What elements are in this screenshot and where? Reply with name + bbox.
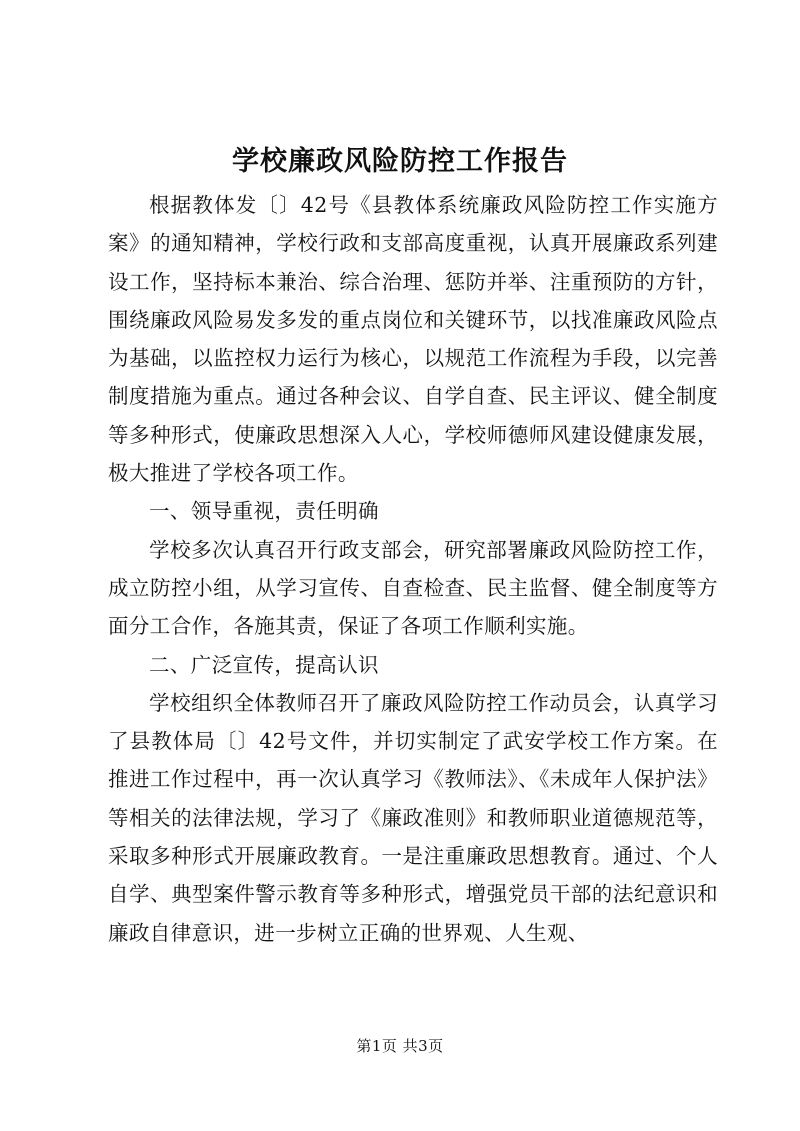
document-title: 学校廉政风险防控工作报告 xyxy=(232,146,568,177)
section-heading-2: 二、广泛宣传，提高认识 xyxy=(149,652,379,677)
document-body xyxy=(108,186,718,952)
paragraph-section-2: 学校组织全体教师召开了廉政风险防控工作动员会，认真学习了县教体局〔〕42号文件，并切实制定了武安学校工作方案。在推进工作过程中，再一次认真学习《教师法》、《未成年人保护法》等相关的法律法规，学习了《廉政准则》和教师职业道德规范等，采取多种形式开展廉政教育。一是注重廉政思想教育。通过、个人自学、典型案件警示教育等多种形式，增强党员干部的法纪意识和廉政自律意识，进一步树立正确的世界观、人生观、 xyxy=(108,690,718,945)
paragraph-section-1: 学校多次认真召开行政支部会，研究部署廉政风险防控工作，成立防控小组，从学习宣传、自查检查、民主监督、健全制度等方面分工合作，各施其责，保证了各项工作顺利实施。 xyxy=(108,537,718,639)
section-heading-1: 一、领导重视，责任明确 xyxy=(149,499,379,524)
paragraph-intro: 根据教体发〔〕42号《县教体系统廉政风险防控工作实施方案》的通知精神，学校行政和支部高度重视，认真开展廉政系列建设工作，坚持标本兼治、综合治理、惩防并举、注重预防的方针，围绕廉政风险易发多发的重点岗位和关键环节，以找准廉政风险点为基础，以监控权力运行为核心，以规范工作流程为手段，以完善制度措施为重点。通过各种会议、自学自查、民主评议、健全制度等多种形式，使廉政思想深入人心，学校师德师风建设健康发展，极大推进了学校各项工作。 xyxy=(108,193,718,486)
page-number-footer: 第1页 共3页 xyxy=(356,1037,444,1055)
